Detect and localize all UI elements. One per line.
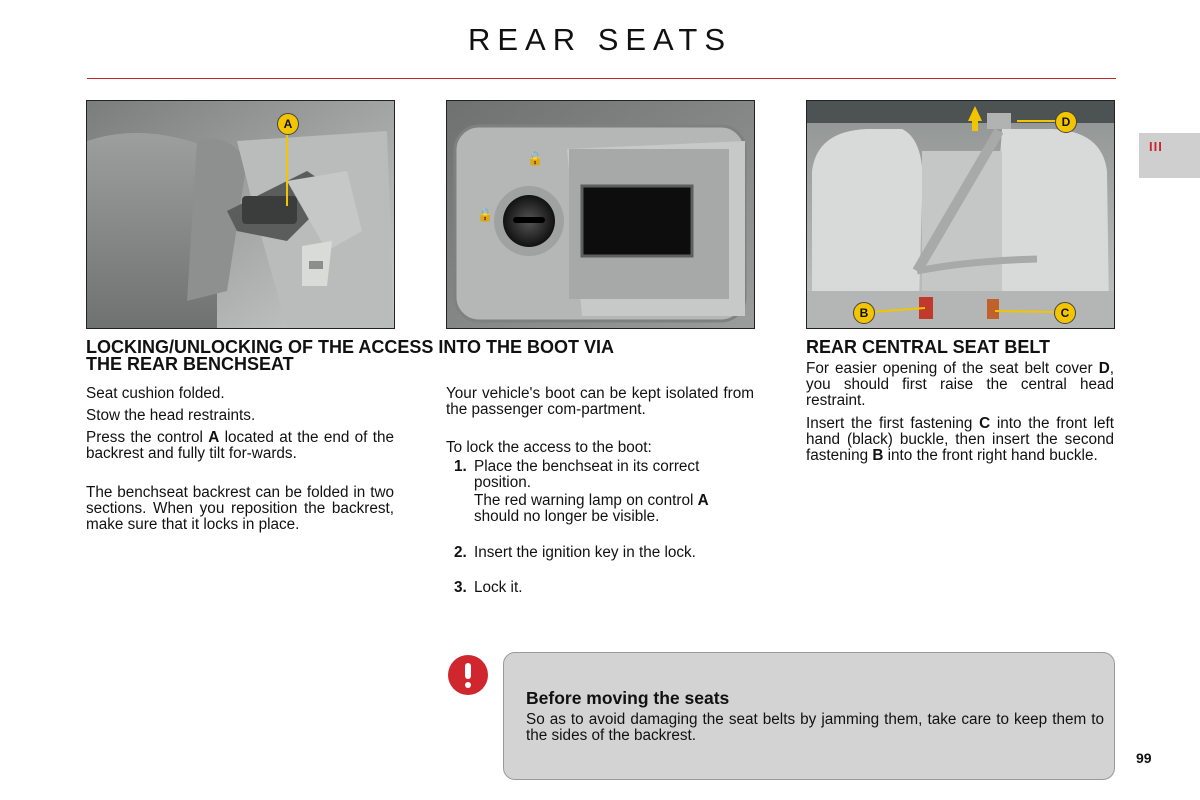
section-heading-lock-line1: LOCKING/UNLOCKING OF THE ACCESS INTO THE BOOT VIA [86,337,615,357]
paragraph-press-control [86,430,394,462]
paragraph-fastenings [806,416,1114,464]
paragraph-lock-lead: To lock the access to the boot: [446,439,652,456]
text-fragment: Press the control [86,429,209,446]
text-fragment: The red warning lamp on control [474,492,698,509]
text-fragment: For easier opening of the seat belt cover [806,360,1099,377]
text-fragment: should no longer be visible. [474,508,660,525]
cover-d-ref: D [1098,360,1110,377]
svg-text:🔓: 🔓 [527,152,544,167]
text-fragment: Insert the first fastening [806,415,980,432]
step-1-number: 1. [454,458,467,475]
callout-a-label: A [283,117,293,131]
warning-icon-dot [465,682,471,688]
chapter-tab[interactable] [1139,133,1200,178]
paragraph-head-restraints: Stow the head restraints. [86,407,256,424]
figure-rear-seat-belt [806,100,1115,329]
paragraph-backrest-sections: The benchseat backrest can be folded in two sections. When you reposition the backrest, make sure that it locks in place. [86,484,394,533]
callout-d-label: D [1061,115,1071,129]
callout-a-marker [277,113,299,135]
text-fragment: into the front left hand (black) buckle, then insert the second fastening [806,415,1114,464]
paragraph-boot-isolated: Your vehicle's boot can be kept isolated from the passenger com-partment. [446,385,754,418]
page-number: 99 [1136,750,1152,766]
section-heading-lock [86,339,786,373]
warning-icon [448,655,488,695]
figure-backrest-release [86,100,395,329]
title-divider [87,78,1116,79]
fastening-b-ref: B [872,447,884,464]
chapter-label: III [1149,139,1163,154]
svg-text:🔒: 🔒 [477,208,494,223]
figure-boot-lock [446,100,755,329]
callout-d-marker [1055,111,1077,133]
step-2-number: 2. [454,544,467,561]
text-fragment: located at the end of the backrest and fully tilt for-wards. [86,429,394,462]
callout-c-marker [1054,302,1076,324]
warning-title: Before moving the seats [526,688,730,708]
callout-c-label: C [1060,306,1070,320]
callout-b-marker [853,302,875,324]
text-fragment: , you should first raise the central head restraint. [806,360,1114,409]
step-1-text: Place the benchseat in its correct position. [474,458,700,491]
step-1-note [474,493,744,525]
paragraph-seat-cushion: Seat cushion folded. [86,385,225,402]
page-title: REAR SEATS [467,22,733,57]
callout-b-label: B [859,306,869,320]
warning-text: So as to avoid damaging the seat belts by jamming them, take care to keep them to the sides of the backrest. [526,711,1104,744]
section-heading-belt: REAR CENTRAL SEAT BELT [806,337,1051,357]
control-a-ref: A [208,429,220,446]
warning-icon-bar [465,663,471,679]
fastening-c-ref: C [979,415,991,432]
paragraph-belt-cover [806,361,1114,409]
step-3-text: Lock it. [474,579,523,596]
section-heading-lock-line2: THE REAR BENCHSEAT [86,354,294,374]
control-a-ref: A [697,492,709,509]
step-3-number: 3. [454,579,467,596]
step-2-text: Insert the ignition key in the lock. [474,544,696,561]
text-fragment: into the front right hand buckle. [883,447,1098,464]
